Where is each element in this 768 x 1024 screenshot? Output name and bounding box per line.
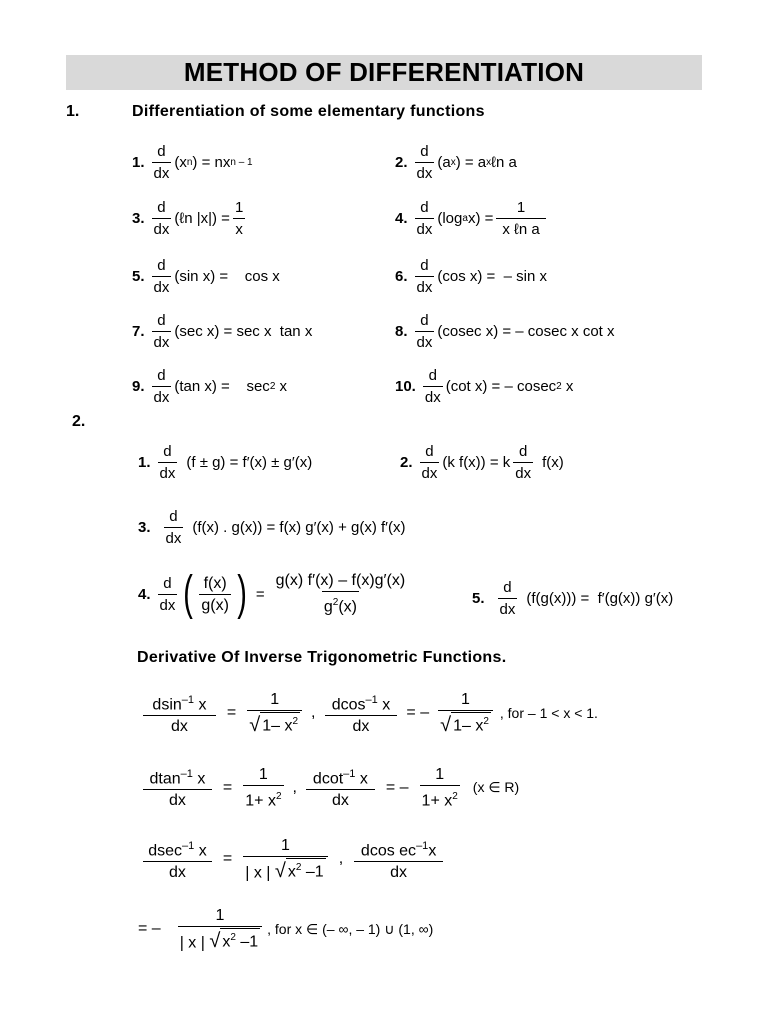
formula-1-4: 4. $\frac{d}{dx}$ (log a x) = $\frac{1}{\text{x ℓn a}}$ bbox=[395, 198, 549, 239]
sin-inverse-result: 1 √ 1– $x^2$ bbox=[247, 690, 302, 736]
quotient-result-fraction: $\frac{g(x) f'(x) - f(x)g'(x)}{g^2(x)}$ bbox=[275, 572, 406, 616]
formula-number: 9. bbox=[132, 378, 145, 395]
formula-number: 1. bbox=[138, 454, 151, 471]
derivative-operator: $\frac{d}{dx}$ bbox=[153, 257, 170, 296]
formula-1-7: 7. $\frac{d}{dx}$ (sec x) = sec x tan x bbox=[132, 312, 313, 351]
formula-2-2: 2. $\frac{d}{dx}$ (k f(x)) = k $\frac{d}{dx}$ f(x) bbox=[400, 443, 564, 482]
derivative-operator: $\frac{d}{dx}$ bbox=[153, 312, 170, 351]
derivative-operator: $\frac{d}{dx}$ bbox=[153, 367, 170, 406]
dcos-inverse-fraction: $\frac{dcos^{-1} x}{dx}$ bbox=[325, 691, 398, 736]
dcosec-inverse-fraction: $\frac{dcos ec^{-1}x}{dx}$ bbox=[354, 837, 443, 882]
derivative-operator: $\frac{d}{dx}$ bbox=[153, 199, 170, 238]
derivative-operator: $\frac{d}{dx}$ bbox=[416, 257, 433, 296]
cot-inverse-result: $\frac{1}{1+ x^2}$ bbox=[421, 766, 458, 810]
formula-number: 5. bbox=[132, 268, 145, 285]
dsec-inverse-fraction: $\frac{dsec^{-1} x}{dx}$ bbox=[143, 837, 212, 882]
formula-number: 4. bbox=[138, 585, 151, 603]
formula-number: 3. bbox=[138, 519, 151, 536]
cos-inverse-result: 1 √ 1– $x^2$ bbox=[438, 690, 493, 736]
dtan-inverse-fraction: $\frac{dtan^{-1} x}{dx}$ bbox=[143, 765, 212, 810]
derivative-operator: $\frac{d}{dx}$ bbox=[515, 443, 532, 482]
formula-number: 10. bbox=[395, 378, 416, 395]
inverse-tan-cot-formula: $\frac{dtan^{-1} x}{dx}$ = $\frac{1}{1+ x^2}$ , $\frac{dcot^{-1} x}{dx}$ = – $\frac{1}{1+ x^2}$ (x ∈ R) bbox=[140, 765, 519, 810]
result-fraction: $\frac{1}{x}$ bbox=[234, 199, 244, 238]
section-1-number: 1. bbox=[66, 103, 80, 120]
formula-1-8: 8. $\frac{d}{dx}$ (cosec x) = – cosec x cot x bbox=[395, 312, 615, 351]
derivative-operator: $\frac{d}{dx}$ bbox=[416, 199, 433, 238]
formula-number: 2. bbox=[395, 154, 408, 171]
cosec-inverse-result: 1 | x | √ $x^2$ –1 bbox=[178, 906, 262, 952]
formula-1-5: 5. $\frac{d}{dx}$ (sin x) = cos x bbox=[132, 257, 280, 296]
derivative-operator: $\frac{d}{dx}$ bbox=[416, 143, 433, 182]
sec-inverse-result: 1 | x | √ $x^2$ –1 bbox=[243, 836, 327, 882]
formula-1-9: 9. $\frac{d}{dx}$ (tan x) = sec 2 x bbox=[132, 367, 288, 406]
inverse-sin-cos-formula: $\frac{dsin^{-1} x}{dx}$ = 1 √ 1– $x^2$ , $\frac{dcos^{-1} x}{dx}$ = – 1 √ 1– $x^2$ , for – 1 < x < 1. bbox=[140, 690, 598, 736]
formula-number: 8. bbox=[395, 323, 408, 340]
inner-fraction: $\frac{f(x)}{g(x)}$ bbox=[201, 574, 229, 614]
derivative-operator: $\frac{d}{dx}$ bbox=[416, 312, 433, 351]
derivative-operator: $\frac{d}{dx}$ bbox=[421, 443, 438, 482]
derivative-operator: $\frac{d}{dx}$ bbox=[499, 579, 516, 618]
formula-1-10: 10. $\frac{d}{dx}$ (cot x) = – cosec 2 x bbox=[395, 367, 574, 406]
page-title: METHOD OF DIFFERENTIATION bbox=[66, 55, 702, 90]
derivative-operator: $\frac{d}{dx}$ bbox=[165, 508, 182, 547]
formula-number: 6. bbox=[395, 268, 408, 285]
derivative-operator: $\frac{d}{dx}$ bbox=[159, 443, 176, 482]
formula-2-3: 3. $\frac{d}{dx}$ (f(x) . g(x)) = f(x) g′(x) + g(x) f′(x) bbox=[138, 508, 406, 547]
tan-inverse-result: $\frac{1}{1+ x^2}$ bbox=[245, 766, 282, 810]
derivative-operator: $\frac{d}{dx}$ bbox=[424, 367, 441, 406]
formula-2-4: 4. $\frac{d}{dx}$ ( $\frac{f(x)}{g(x)}$ ) = $\frac{g(x) f'(x) - f(x)g'(x)}{g^2(x)}$ bbox=[138, 567, 406, 620]
formula-1-1: 1. $\frac{d}{dx}$ (x n ) = nx n – 1 bbox=[132, 143, 253, 182]
formula-number: 5. bbox=[472, 590, 485, 607]
section-3-title: Derivative Of Inverse Trigonometric Functions. bbox=[137, 649, 507, 666]
formula-number: 1. bbox=[132, 154, 145, 171]
inverse-cosec-result: = – 1 | x | √ $x^2$ –1 , for x ∈ (– ∞, – 1) ∪ (1, ∞) bbox=[138, 907, 434, 953]
formula-1-6: 6. $\frac{d}{dx}$ (cos x) = – sin x bbox=[395, 257, 547, 296]
derivative-operator: $\frac{d}{dx}$ bbox=[159, 574, 176, 614]
section-1-title: Differentiation of some elementary functions bbox=[132, 103, 485, 120]
formula-number: 4. bbox=[395, 210, 408, 227]
formula-number: 2. bbox=[400, 454, 413, 471]
formula-1-3: 3. $\frac{d}{dx}$ (ℓn |x|) = $\frac{1}{x}$ bbox=[132, 199, 244, 238]
formula-1-2: 2. $\frac{d}{dx}$ (a x ) = a x ℓn a bbox=[395, 143, 517, 182]
section-2-number: 2. bbox=[72, 413, 86, 430]
left-paren: ( bbox=[183, 567, 194, 620]
dsin-inverse-fraction: $\frac{dsin^{-1} x}{dx}$ bbox=[143, 691, 216, 736]
formula-number: 3. bbox=[132, 210, 145, 227]
formula-2-1: 1. $\frac{d}{dx}$ (f ± g) = f′(x) ± g′(x) bbox=[138, 443, 313, 482]
formula-2-5: 5. $\frac{d}{dx}$ (f(g(x))) = f′(g(x)) g′(x) bbox=[472, 579, 674, 618]
result-fraction: $\frac{1}{\text{x ℓn a}}$ bbox=[496, 198, 545, 239]
derivative-operator: $\frac{d}{dx}$ bbox=[153, 143, 170, 182]
inverse-sec-cosec-formula: $\frac{dsec^{-1} x}{dx}$ = 1 | x | √ $x^2$ –1 , $\frac{dcos ec^{-1}x}{dx}$ bbox=[140, 836, 446, 882]
dcot-inverse-fraction: $\frac{dcot^{-1} x}{dx}$ bbox=[306, 765, 375, 810]
formula-number: 7. bbox=[132, 323, 145, 340]
right-paren: ) bbox=[237, 567, 247, 620]
